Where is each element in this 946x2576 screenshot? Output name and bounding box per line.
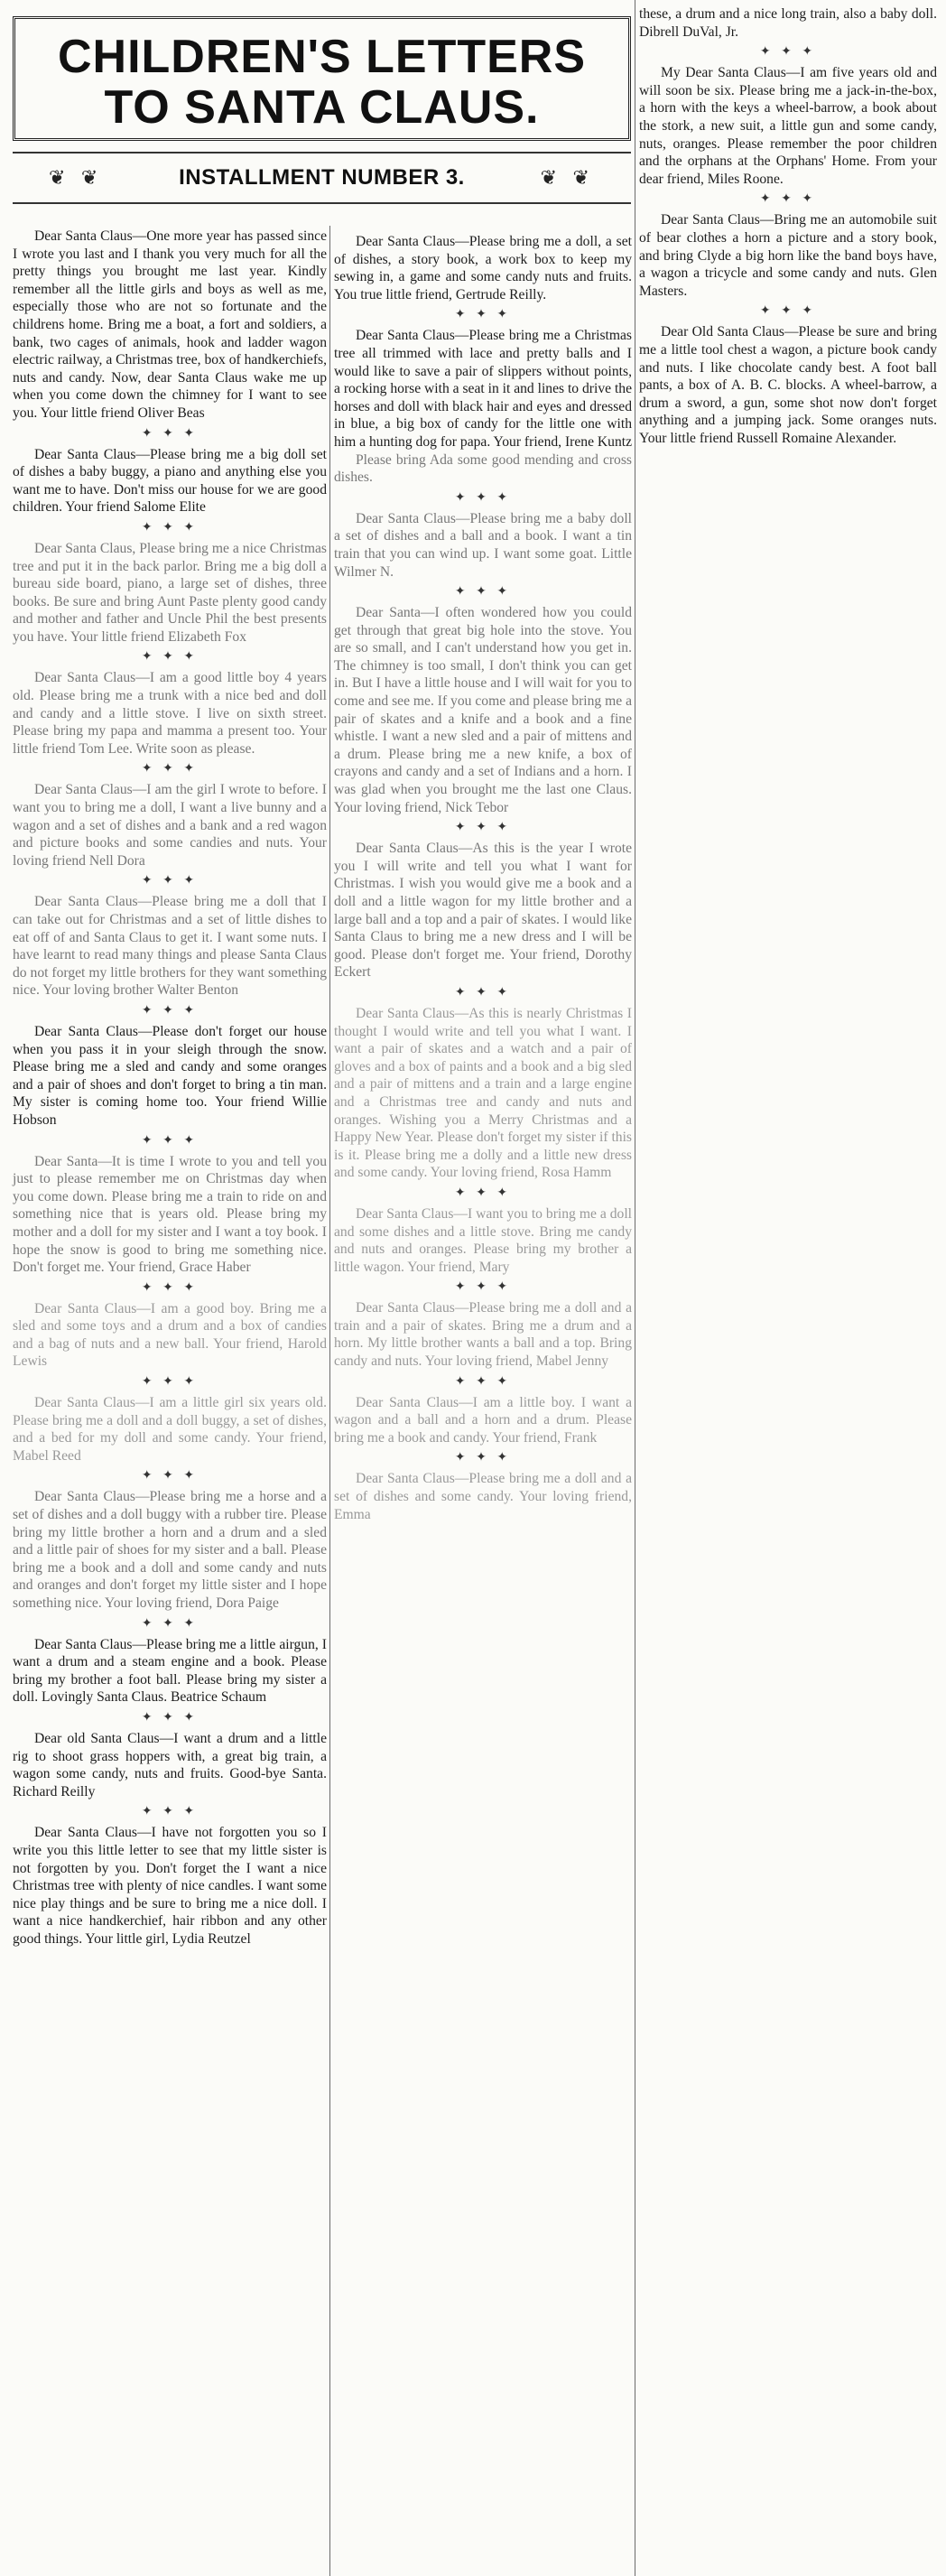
letter: Dear Santa Claus—As this is nearly Christmas I thought I would write and tell you what I want. I want a pair of skates and a watch and a pair of gloves and a box of paints and a book and a big sled and a pair of mittens and a train and a large engine and a Christmas tree and candy and nuts and oranges. Wishing you a Merry Christmas and a Happy New Year. Please don't forget my sister if this is it. Please bring me a dolly and a little new dress and some candy. Your loving friend, Rosa Hamm xyxy=(334,1005,632,1181)
letter: Please bring Ada some good mending and cross dishes. xyxy=(334,451,632,486)
separator: ✦ ✦ ✦ xyxy=(141,762,199,777)
headline-line-2: TO SANTA CLAUS. xyxy=(104,81,540,134)
letter: Dear Santa Claus—Please bring me a doll, a set of dishes, a story book, a work box to keep my sewing in, a game and some candy nuts and fruits. You true little friend, Gertrude Reilly. xyxy=(334,234,632,302)
separator: ✦ ✦ ✦ xyxy=(141,1280,199,1295)
separator: ✦ ✦ ✦ xyxy=(454,490,512,505)
letter: Dear Santa Claus—I am a good little boy 4 years old. Please bring me a trunk with a nice bed and doll and candy and a little stove. I live on sixth street. Please bring my papa and mamma a present too. Your little friend Tom Lee. Write soon as please. xyxy=(13,670,327,757)
separator: ✦ ✦ ✦ xyxy=(454,821,512,835)
letter: Dear Santa Claus—I am a little girl six years old. Please bring me a doll and a doll buggy, a set of dishes, and a bed for my doll and some candy. Your friend, Mabel Reed xyxy=(13,1395,327,1464)
separator: ✦ ✦ ✦ xyxy=(759,304,817,319)
letter: Dear Santa Claus—Bring me an automobile suit of bear clothes a horn a picture and a story book, and bring Clyde a big horn like the band boys have, a wagon a tricycle and some candy and nuts. Glen Masters. xyxy=(639,212,937,299)
installment-label: INSTALLMENT NUMBER 3. xyxy=(179,165,465,190)
letter: Dear Santa Claus—Please bring me a doll and a set of dishes and some candy. Your loving friend, Emma xyxy=(334,1471,632,1522)
letter: Dear Santa Claus—Please don't forget our house when you pass it in your sleigh through the snow. Please bring me a sled and candy and some oranges and a pair of shoes and don't forget to bring a tin man. My sister is coming home too. Your friend Willie Hobson xyxy=(13,1023,327,1128)
letter: Dear Santa Claus—I am the girl I wrote to before. I want you to bring me a doll, I want a live bunny and a wagon and a set of dishes and a bank and a red wagon and picture books and some candies and nuts. Your loving friend Nell Dora xyxy=(13,782,327,869)
ornament-left: ❦ ❦ xyxy=(49,166,104,189)
separator: ✦ ✦ ✦ xyxy=(454,1374,512,1389)
separator: ✦ ✦ ✦ xyxy=(141,1616,199,1631)
separator: ✦ ✦ ✦ xyxy=(141,1375,199,1390)
separator: ✦ ✦ ✦ xyxy=(454,308,512,322)
letter: Dear Santa Claus—Please bring me a big doll set of dishes a baby buggy, a piano and anything else you want me to have. Don't miss our house for we are good children. Your friend Salome Elite xyxy=(13,446,327,516)
letter: My Dear Santa Claus—I am five years old and will soon be six. Please bring me a jack-in-the-box, a horn with the keys a wheel-barrow, a book about the stork, a new suit, a little gun and some candy, nuts, oranges. Please remember the poor children and the orphans at the Orphans' Home. From your dear friend, Miles Roone. xyxy=(639,65,937,187)
separator: ✦ ✦ ✦ xyxy=(141,874,199,888)
letter: Dear Santa Claus—I want you to bring me a doll and some dishes and a little stove. Bring me candy and nuts and oranges. Please bring my brother a little wagon. Your friend, Mary xyxy=(334,1205,632,1275)
separator: ✦ ✦ ✦ xyxy=(141,1003,199,1018)
letter: Dear Santa Claus—Please bring me a Christmas tree all trimmed with lace and pretty balls and I would like to save a pair of slippers without points, a rocking horse with a seat in it and lines to drive the horses and doll with black hair and eyes and dressed in blue, a big box of candy for the little one with him a hunting dog for papa. Your friend, Irene Kuntz xyxy=(334,328,632,450)
separator: ✦ ✦ ✦ xyxy=(141,1133,199,1148)
separator: ✦ ✦ ✦ xyxy=(759,45,817,60)
letter: Dear Santa Claus—As this is the year I wrote you I will write and tell you what I want for Christmas. I wish you would give me a book and a doll and a little wagon for my little brother and a large ball and a top and a pair of skates. I would like Santa Claus to bring me a new dress and I will be good. Please don't forget me. Your friend, Dorothy Eckert xyxy=(334,841,632,981)
letter: Dear Old Santa Claus—Please be sure and bring me a little tool chest a wagon, a picture book candy and nuts. I like chocolate candy best. A foot ball pants, a box of A. B. C. blocks. A wheel-barrow, a drum a sword, a gun, some shot now don't forget anything and a jumping jack. Some oranges nuts. Your little friend Russell Romaine Alexander. xyxy=(639,324,937,446)
headline-line-1: CHILDREN'S LETTERS xyxy=(57,31,587,83)
letter: these, a drum and a nice long train, also a baby doll. Dibrell DuVal, Jr. xyxy=(639,6,937,40)
column-rule-1 xyxy=(329,226,330,2576)
column-1 xyxy=(13,228,327,1948)
separator: ✦ ✦ ✦ xyxy=(454,985,512,1000)
separator: ✦ ✦ ✦ xyxy=(454,1280,512,1295)
separator: ✦ ✦ ✦ xyxy=(759,192,817,207)
letter: Dear Santa—I often wondered how you could get through that great big hole into the stove. You are so small, and I can't understand how you get in. The chimney is too small, I don't think you can get in. But I have a little house and I will wait for you to come and see me. If you come and please bring me a pair of skates and a knife and a book and a fine whistle. I want a new sled and a pair of mittens and a drum. Please bring me a new knife, a box of crayons and candy and a set of Indians and a horn. I was glad when you brought me the last one Claus. Your loving friend, Nick Tebor xyxy=(334,605,632,815)
separator: ✦ ✦ ✦ xyxy=(141,1710,199,1725)
column-3 xyxy=(639,5,937,447)
installment-banner xyxy=(13,152,631,204)
column-2 xyxy=(334,233,632,1523)
separator: ✦ ✦ ✦ xyxy=(454,1451,512,1465)
separator: ✦ ✦ ✦ xyxy=(141,1805,199,1819)
letter: Dear Santa Claus—Please bring me a horse and a set of dishes and a doll buggy with a rubber tire. Please bring my little brother a horn and a drum and a sled and a little pair of shoes for my sister and a ball. Please bring me a book and a doll and some candy and nuts and oranges and don't forget my little sister and I hope something nice. Your loving friend, Dora Paige xyxy=(13,1489,327,1611)
letter: Dear Santa Claus—I am a little boy. I want a wagon and a ball and a horn and a drum. Please bring me a book and candy. Your friend, Frank xyxy=(334,1394,632,1446)
letter: Dear Santa Claus—Please bring me a doll and a train and a pair of skates. Bring me a drum and a horn. My little brother wants a ball and a top. Bring candy and nuts. Your loving friend, Mabel Jenny xyxy=(334,1300,632,1370)
separator: ✦ ✦ ✦ xyxy=(141,1469,199,1483)
separator: ✦ ✦ ✦ xyxy=(454,1186,512,1200)
headline-box xyxy=(13,16,631,141)
letter: Dear Santa Claus—One more year has passed since I wrote you last and I thank you very much for all the pretty things you brought me last year. Kindly remember all the little girls and boys as well as me, especially those who are not so fortunate and the childrens home. Bring me a boat, a fort and soldiers, a bank, two cages of animals, hook and ladder wagon electric railway, a Christmas tree, box of handkerchiefs, nuts and candy. Now, dear Santa Claus wake me up when you come down the chimney for I want to see you. Your little friend Oliver Beas xyxy=(13,228,327,421)
letter: Dear Santa Claus—Please bring me a doll that I can take out for Christmas and a set of little dishes to eat off of and Santa Claus to get it. I want some nuts. I have learnt to read many things and please Santa Claus do not forget my little brothers for they want something nice. Your loving brother Walter Benton xyxy=(13,894,327,999)
letter: Dear Santa—It is time I wrote to you and tell you just to please remember me on Christmas day when you come down. Please bring me a train to ride on and something nice that is years old. Please bring my mother and a doll for my sister and I want a toy book. I hope the snow is good to bring me something nice. Don't forget me. Your friend, Grace Haber xyxy=(13,1153,327,1276)
separator: ✦ ✦ ✦ xyxy=(141,650,199,665)
ornament-right: ❦ ❦ xyxy=(540,166,595,189)
separator: ✦ ✦ ✦ xyxy=(141,426,199,441)
separator: ✦ ✦ ✦ xyxy=(454,585,512,600)
letter: Dear old Santa Claus—I want a drum and a little rig to shoot grass hoppers with, a great big train, a wagon some candy, nuts and fruits. Good-bye Santa. Richard Reilly xyxy=(13,1730,327,1799)
separator: ✦ ✦ ✦ xyxy=(141,520,199,535)
letter: Dear Santa Claus—Please bring me a baby doll a set of dishes and a ball and a book. I want a tin train that you can wind up. I want some goat. Little Wilmer N. xyxy=(334,510,632,580)
letter: Dear Santa Claus—Please bring me a little airgun, I want a drum and a steam engine and a book. Please bring my brother a foot ball. Please bring my sister a doll. Lovingly Santa Claus. Beatrice Schaum xyxy=(13,1636,327,1706)
letter: Dear Santa Claus—I have not forgotten you so I write you this little letter to see that my little sister is not forgotten by you. Don't forget the I want a nice Christmas tree with plenty of nice candles. I want some nice play things and be sure to bring me a nice doll. I want a nice handkerchief, hair ribbon and any other good things. Your little girl, Lydia Reutzel xyxy=(13,1825,327,1947)
letter: Dear Santa Claus, Please bring me a nice Christmas tree and put it in the back parlor. Bring me a big doll a bureau side board, piano, a large set of dishes, three books. Be sure and bring Aunt Paste plenty good candy and mother and father and Uncle Phil the best presents you have. Your little friend Elizabeth Fox xyxy=(13,540,327,645)
letter: Dear Santa Claus—I am a good boy. Bring me a sled and some toys and a drum and a box of candies and a bag of nuts and a new ball. Your friend, Harold Lewis xyxy=(13,1300,327,1370)
